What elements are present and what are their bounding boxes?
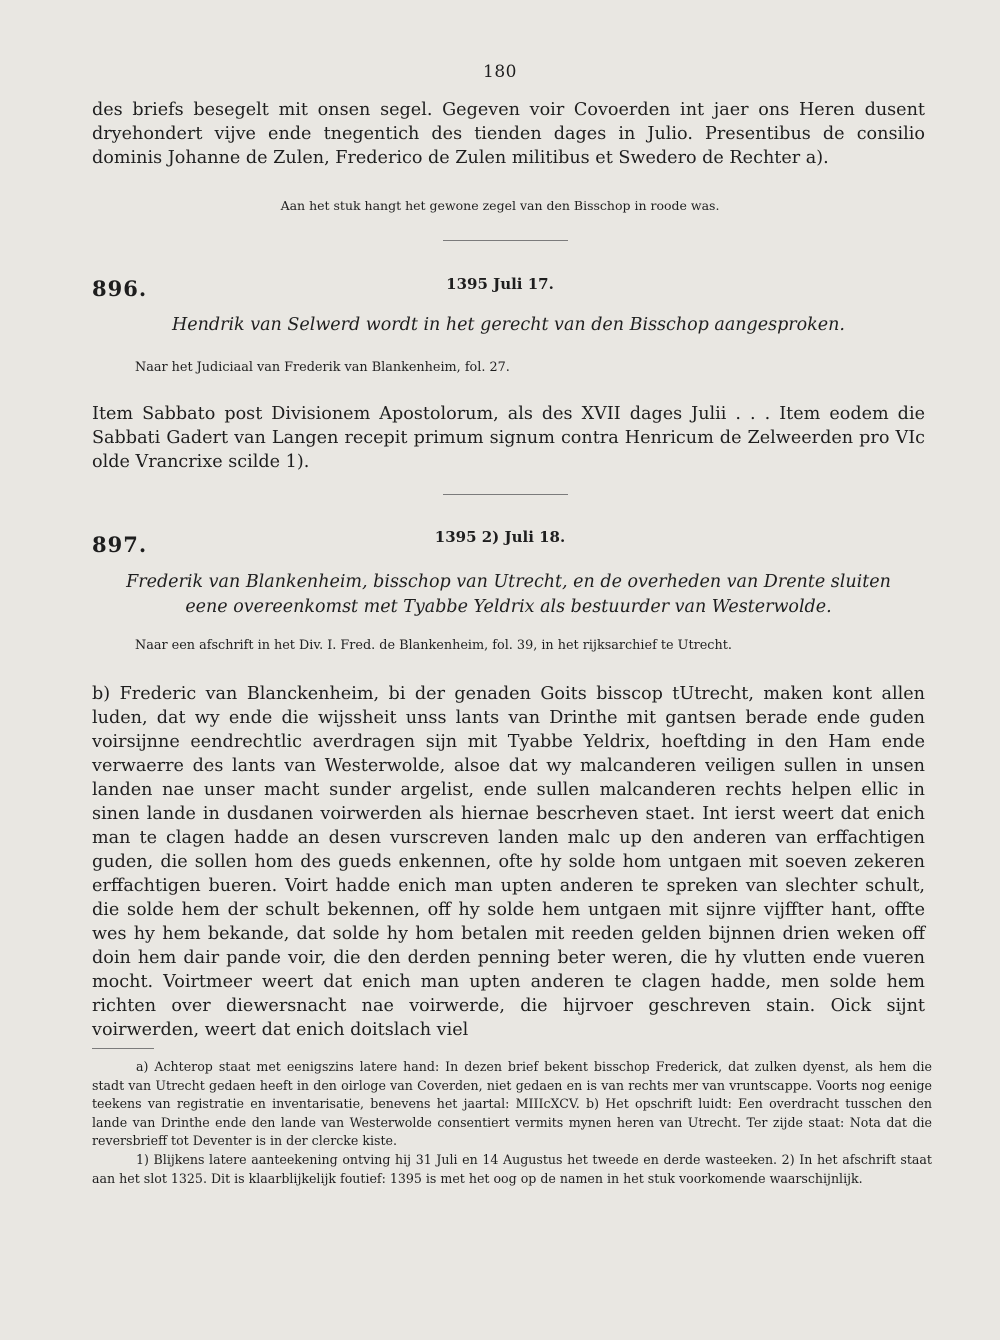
continuation-text: des briefs besegelt mit onsen segel. Gegeven voir Covoerden int jaer ons Heren dusent dryehondert vijve ende tnegentich des tienden dages in Julio. Presentibus de consilio dominis Johanne de Zulen, Frederico de Zulen militibus et Swedero de Rechter a). [92,100,925,168]
continuation-paragraph [92,98,925,170]
section-divider [443,494,568,495]
entry-896-number: 896. [92,276,148,301]
entry-897-title-line-1: Frederik van Blankenheim, bisschop van Utrecht, en de overheden van Drente sluiten [126,572,891,592]
section-divider [443,240,568,241]
entry-897-source: Naar een afschrift in het Div. I. Fred. de Blankenheim, fol. 39, in het rijksarchief te Utrecht. [135,638,732,653]
footnotes [92,1058,932,1188]
footnote-letters: a) Achterop staat met eenigszins latere hand: In dezen brief bekent bisschop Frederick, dat zulken dyenst, als hem die stadt van Utrecht gedaen heeft in den oirloge van Coverden, niet gedaen en is van rechts mer van vruntscappe. Voorts nog eenige teekens van registratie en inventarisatie, benevens het jaartal: MIIIcXCV. b) Het opschrift luidt: Een overdracht tusschen den lande van Drinthe ende den lande van Westerwolde consentiert vermits mynen heren van Utrecht. Ter zijde staat: Nota dat die reversbrieff tot Deventer is in der clercke kiste. [92,1059,932,1149]
entry-896-source: Naar het Judiciaal van Frederik van Blankenheim, fol. 27. [135,360,510,375]
entry-896-title: Hendrik van Selwerd wordt in het gerecht van den Bisschop aangesproken. [172,315,845,335]
entry-896-body [92,402,925,474]
entry-897-title-line-2: eene overeenkomst met Tyabbe Yeldrix als bestuurder van Westerwolde. [185,597,832,617]
entry-896-date: 1395 Juli 17. [446,275,554,293]
entry-897-date: 1395 2) Juli 18. [434,528,566,546]
page-number: 180 [483,62,517,82]
entry-896-text: Item Sabbato post Divisionem Apostolorum, als des XVII dages Julii . . . Item eodem die Sabbati Gadert van Langen recepit primum signum contra Henricum de Zelweerden pro VIc olde Vrancrixe scilde 1). [92,404,925,472]
footnote-numbers: 1) Blijkens latere aanteekening ontving hij 31 Juli en 14 Augustus het tweede en derde wasteeken. 2) In het afschrift staat aan het slot 1325. Dit is klaarblijkelijk foutief: 1395 is met het oog op de namen in het stuk voorkomende waarschijnlijk. [92,1151,932,1186]
entry-897-number: 897. [92,532,148,557]
entry-897-text: b) Frederic van Blanckenheim, bi der genaden Goits bisscop tUtrecht, maken kont allen luden, dat wy ende die wijssheit unss lants van Drinthe mit gantsen berade ende guden voirsijnne eendrechtlic averdragen sijn mit Tyabbe Yeldrix, hoeftding in den Ham ende verwaerre des lants van Westerwolde, alsoe dat wy malcanderen veiligen sullen in unsen landen nae unser macht sunder argelist, ende sullen malcanderen rechts helpen ellic in sinen lande in dusdanen voirwerden als hiernae bescrheven staet. Int ierst weert dat enich man te clagen hadde an desen vurscreven landen malc up den anderen van erffachtigen guden, die sollen hom des gueds enkennen, ofte hy solde hom untgaen mit soeven zekeren erffachtigen bueren. Voirt hadde enich man upten anderen te spreken van slechter schult, die solde hem der schult bekennen, off hy solde hem untgaen mit sijnre vijffter hant, offte wes hy hem bekande, dat solde hy hom betalen mit reeden gelden bijnnen drien weken off doin hem dair pande voir, die den derden penning beter weren, die hy vlutten ende vueren mocht. Voirtmeer weert dat enich man upten anderen te clagen hadde, men solde hem richten over diewersnacht nae voirwerde, die hijrvoer geschreven stain. Oick sijnt voirwerden, weert dat enich doitslach viel [92,684,925,1040]
entry-897-body [92,682,925,1042]
seal-note: Aan het stuk hangt het gewone zegel van den Bisschop in roode was. [280,198,720,213]
footnote-divider [92,1048,154,1049]
